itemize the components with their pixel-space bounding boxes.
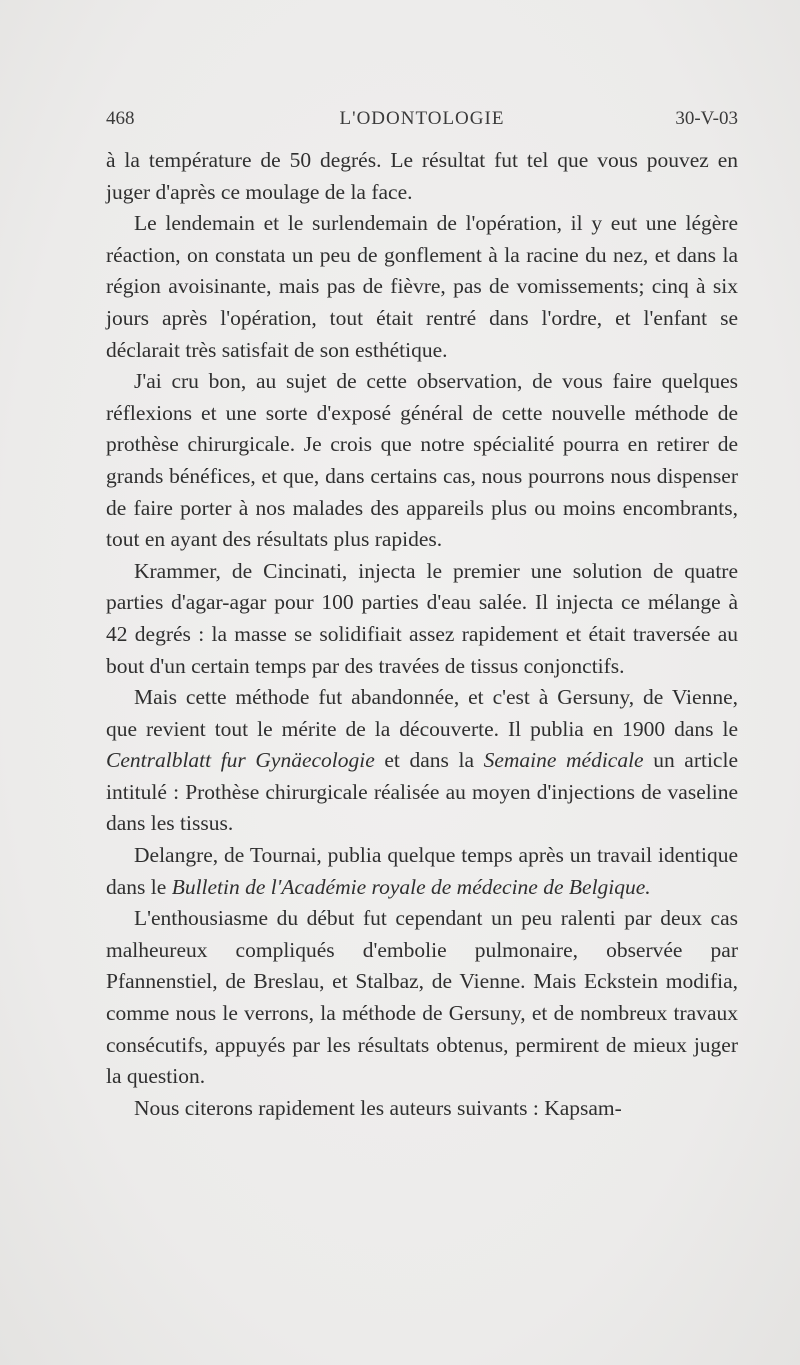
body-text <box>106 145 738 1124</box>
paragraph-text: un article intitulé : Prothèse chirurgicale réalisée au moyen d'injections de vaseline dans les tissus. <box>106 748 738 836</box>
paragraph: L'enthousiasme du début fut cependant un peu ralenti par deux cas malheureux compliqués d'embolie pulmonaire, observée par Pfannenstiel, de Breslau, et Stalbaz, de Vienne. Mais Eckstein modifia, comme nous le verrons, la méthode de Gersuny, et de nombreux travaux consécutifs, appuyés par les résultats obtenus, permirent de mieux juger la question. <box>106 906 738 1089</box>
paragraph <box>106 682 738 840</box>
paragraph <box>106 840 738 903</box>
running-title: L'ODONTOLOGIE <box>339 108 505 129</box>
paragraph: à la température de 50 degrés. Le résultat fut tel que vous pouvez en juger d'après ce moulage de la face. <box>106 148 738 204</box>
paragraph-text: Delangre, de Tournai, publia quelque temps après un travail identique dans le <box>106 843 738 899</box>
paragraph-text: et dans la <box>374 748 484 773</box>
paragraph: Nous citerons rapidement les auteurs suivants : Kapsam- <box>134 1095 622 1120</box>
paragraph: Le lendemain et le surlendemain de l'opération, il y eut une légère réaction, on constata un peu de gonflement à la racine du nez, et dans la région avoisinante, mais pas de fièvre, pas de vomissements; cinq à six jours après l'opération, tout était rentré dans l'ordre, et l'enfant se déclarait très satisfait de son esthétique. <box>106 211 738 362</box>
journal-title: Centralblatt fur Gynäecologie <box>106 748 375 773</box>
issue-date: 30-V-03 <box>675 108 738 129</box>
running-header <box>106 108 738 138</box>
journal-title: Bulletin de l'Académie royale de médecine de Belgique. <box>171 874 651 899</box>
paragraph-text: Mais cette méthode fut abandonnée, et c'est à Gersuny, de Vienne, que revient tout le mérite de la découverte. Il publia en 1900 dans le <box>106 685 738 741</box>
page-number: 468 <box>106 108 135 129</box>
paragraph: J'ai cru bon, au sujet de cette observation, de vous faire quelques réflexions et une sorte d'exposé général de cette nouvelle méthode de prothèse chirurgicale. Je crois que notre spécialité pourra en retirer de grands bénéfices, et que, dans certains cas, nous pourrons nous dispenser de faire porter à nos malades des appareils plus ou moins encombrants, tout en ayant des résultats plus rapides. <box>106 369 738 552</box>
paragraph: Krammer, de Cincinati, injecta le premier une solution de quatre parties d'agar-agar pour 100 parties d'eau salée. Il injecta ce mélange à 42 degrés : la masse se solidifiait assez rapidement et était traversée au bout d'un certain temps par des travées de tissus conjonctifs. <box>106 558 738 678</box>
journal-title: Semaine médicale <box>483 748 644 773</box>
